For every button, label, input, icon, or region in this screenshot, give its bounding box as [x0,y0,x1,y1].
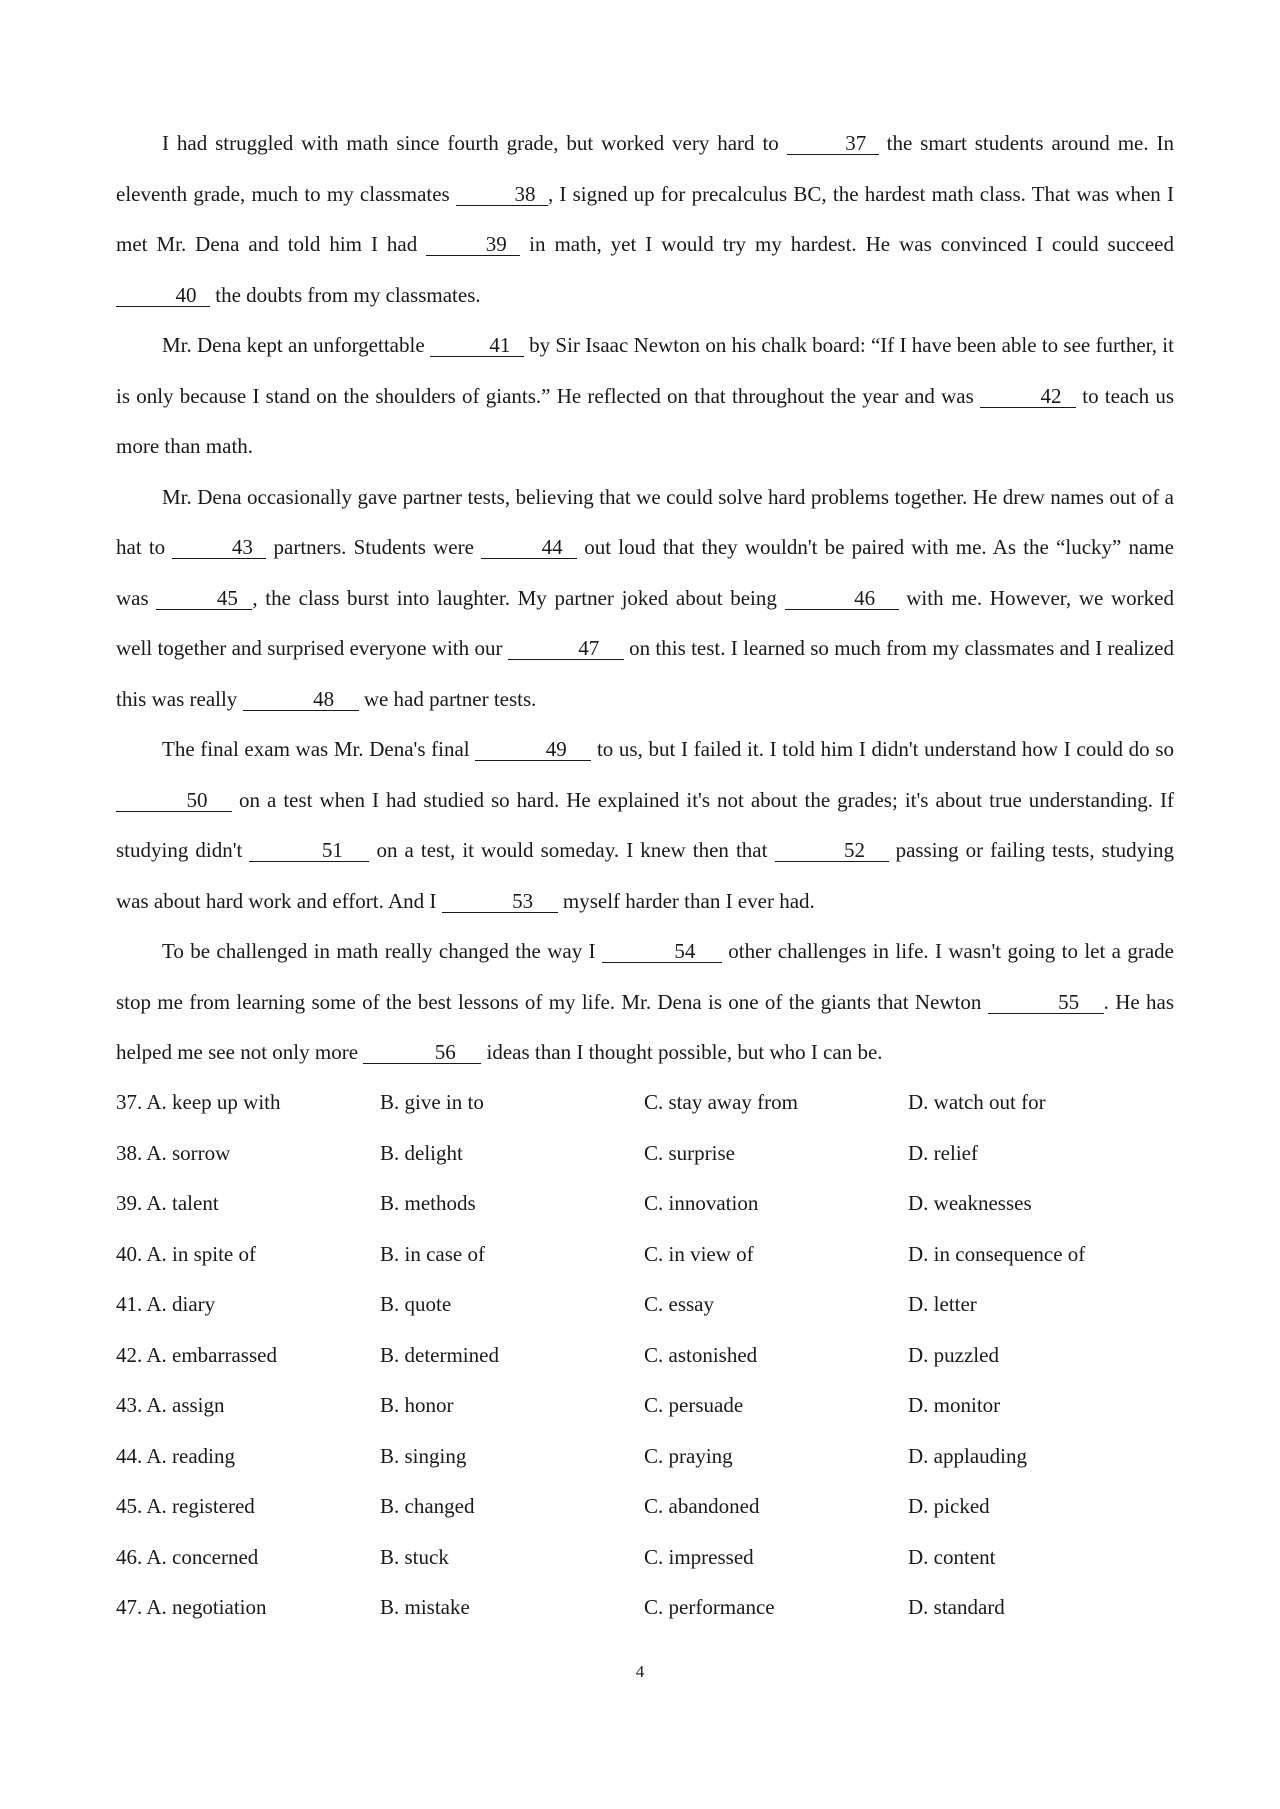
option-a: 42. A. embarrassed [116,1342,277,1367]
blank-41: 41 [430,334,524,357]
blank-54: 54 [602,940,722,963]
option-c: C. innovation [644,1191,759,1216]
blank-56: 56 [363,1041,481,1064]
option-b: B. in case of [380,1241,485,1266]
option-c: C. stay away from [644,1090,798,1115]
option-d: D. picked [908,1494,990,1519]
option-d: D. standard [908,1595,1005,1620]
passage-text: partners. Students were [266,535,482,559]
option-a: 38. A. sorrow [116,1140,231,1165]
passage-text: on this test. I learned so much from my classmates and I realized this was really [116,636,1174,711]
paragraph-5 [116,926,1174,1078]
question-row-40 [116,1229,1174,1280]
option-c: C. impressed [644,1544,754,1569]
option-b: B. methods [380,1191,476,1216]
option-d: D. watch out for [908,1090,1046,1115]
option-a: 45. A. registered [116,1494,255,1519]
option-a: 40. A. in spite of [116,1241,256,1266]
blank-38: 38 [456,183,548,206]
option-c: C. in view of [644,1241,754,1266]
option-d: D. monitor [908,1393,1001,1418]
passage-text: by Sir Isaac Newton on his chalk board: “If I have been able to see further, it is only because I stand on the shoulders of giants.” He reflected on that throughout the year and was [116,333,1174,408]
passage-text: Mr. Dena kept an unforgettable [162,333,430,357]
question-row-45 [116,1482,1174,1533]
option-b: B. give in to [380,1090,484,1115]
blank-53: 53 [442,890,558,913]
option-d: D. letter [908,1292,977,1317]
blank-55: 55 [988,991,1104,1014]
option-b: B. mistake [380,1595,470,1620]
question-row-41 [116,1280,1174,1331]
passage-text: , I signed up for precalculus BC, the hardest math class. That was when I met Mr. Dena and told him I had [116,181,1174,256]
passage-text: Mr. Dena occasionally gave partner tests, believing that we could solve hard problems together. He drew names out of a hat to [116,484,1174,559]
option-b: B. honor [380,1393,454,1418]
blank-43: 43 [172,536,266,559]
option-d: D. puzzled [908,1342,999,1367]
option-a: 46. A. concerned [116,1544,259,1569]
option-a: 43. A. assign [116,1393,225,1418]
blank-44: 44 [481,536,577,559]
passage-text: the smart students around me. In eleventh grade, much to my classmates [116,131,1174,206]
blank-40: 40 [116,284,210,307]
passage-text: to us, but I failed it. I told him I didn't understand how I could do so [591,737,1174,761]
option-a: 41. A. diary [116,1292,216,1317]
question-row-42 [116,1330,1174,1381]
blank-52: 52 [775,839,889,862]
passage-text: ideas than I thought possible, but who I can be. [481,1040,883,1064]
passage-text: other challenges in life. I wasn't going to let a grade stop me from learning some of the best lessons of my life. Mr. Dena is one of the giants that Newton [116,939,1174,1014]
paragraph-4 [116,724,1174,926]
option-c: C. essay [644,1292,714,1317]
option-b: B. stuck [380,1544,449,1569]
passage-text: with me. However, we worked well together and surprised everyone with our [116,585,1174,660]
passage-text: to teach us more than math. [116,383,1174,458]
option-a: 44. A. reading [116,1443,235,1468]
passage-text: out loud that they wouldn't be paired with me. As the “lucky” name was [116,535,1174,610]
blank-42: 42 [980,385,1076,408]
passage-text: the doubts from my classmates. [210,282,481,307]
option-a: 37. A. keep up with [116,1090,281,1115]
question-row-39 [116,1179,1174,1230]
option-c: C. surprise [644,1140,735,1165]
paragraph-2 [116,320,1174,472]
paragraph-1 [116,118,1174,320]
document-page [116,118,1174,1633]
blank-49: 49 [475,738,591,761]
blank-45: 45 [156,587,252,610]
blank-37: 37 [787,132,879,155]
option-c: C. performance [644,1595,775,1620]
option-d: D. weaknesses [908,1191,1032,1216]
page-number: 4 [635,1662,645,1681]
paragraph-3 [116,472,1174,725]
blank-39: 39 [426,233,520,256]
passage-text: The final exam was Mr. Dena's final [162,737,476,761]
option-b: B. determined [380,1342,499,1367]
option-b: B. changed [380,1494,475,1519]
passage-text: passing or failing tests, studying was about hard work and effort. And I [116,838,1174,913]
question-row-43 [116,1381,1174,1432]
options-list [116,1078,1174,1634]
option-c: C. astonished [644,1342,758,1367]
passage-text: . He has helped me see not only more [116,989,1174,1064]
question-row-46 [116,1532,1174,1583]
blank-50: 50 [116,789,232,812]
option-c: C. persuade [644,1393,744,1418]
option-d: D. content [908,1544,996,1569]
blank-51: 51 [249,839,369,862]
question-row-47 [116,1583,1174,1634]
option-d: D. in consequence of [908,1241,1086,1266]
option-d: D. relief [908,1140,978,1165]
question-row-37 [116,1078,1174,1129]
passage-text: on a test, it would someday. I knew then that [369,838,775,862]
option-a: 47. A. negotiation [116,1595,267,1620]
blank-46: 46 [785,587,899,610]
passage-text: , the class burst into laughter. My partner joked about being [252,585,785,610]
blank-47: 47 [508,637,624,660]
option-d: D. applauding [908,1443,1027,1468]
passage-text: I had struggled with math since fourth grade, but worked very hard to [162,131,787,155]
option-b: B. quote [380,1292,452,1317]
passage-text: To be challenged in math really changed the way I [162,939,602,963]
option-c: C. praying [644,1443,733,1468]
passage-text: we had partner tests. [358,686,537,711]
option-c: C. abandoned [644,1494,760,1519]
passage-text: myself harder than I ever had. [557,888,815,913]
question-row-38 [116,1128,1174,1179]
option-b: B. singing [380,1443,467,1468]
passage-text: on a test when I had studied so hard. He explained it's not about the grades; it's about true understanding. If studying didn't [116,787,1174,862]
blank-48: 48 [243,688,359,711]
passage-text: in math, yet I would try my hardest. He was convinced I could succeed [520,232,1174,256]
option-a: 39. A. talent [116,1191,219,1216]
question-row-44 [116,1431,1174,1482]
option-b: B. delight [380,1140,463,1165]
